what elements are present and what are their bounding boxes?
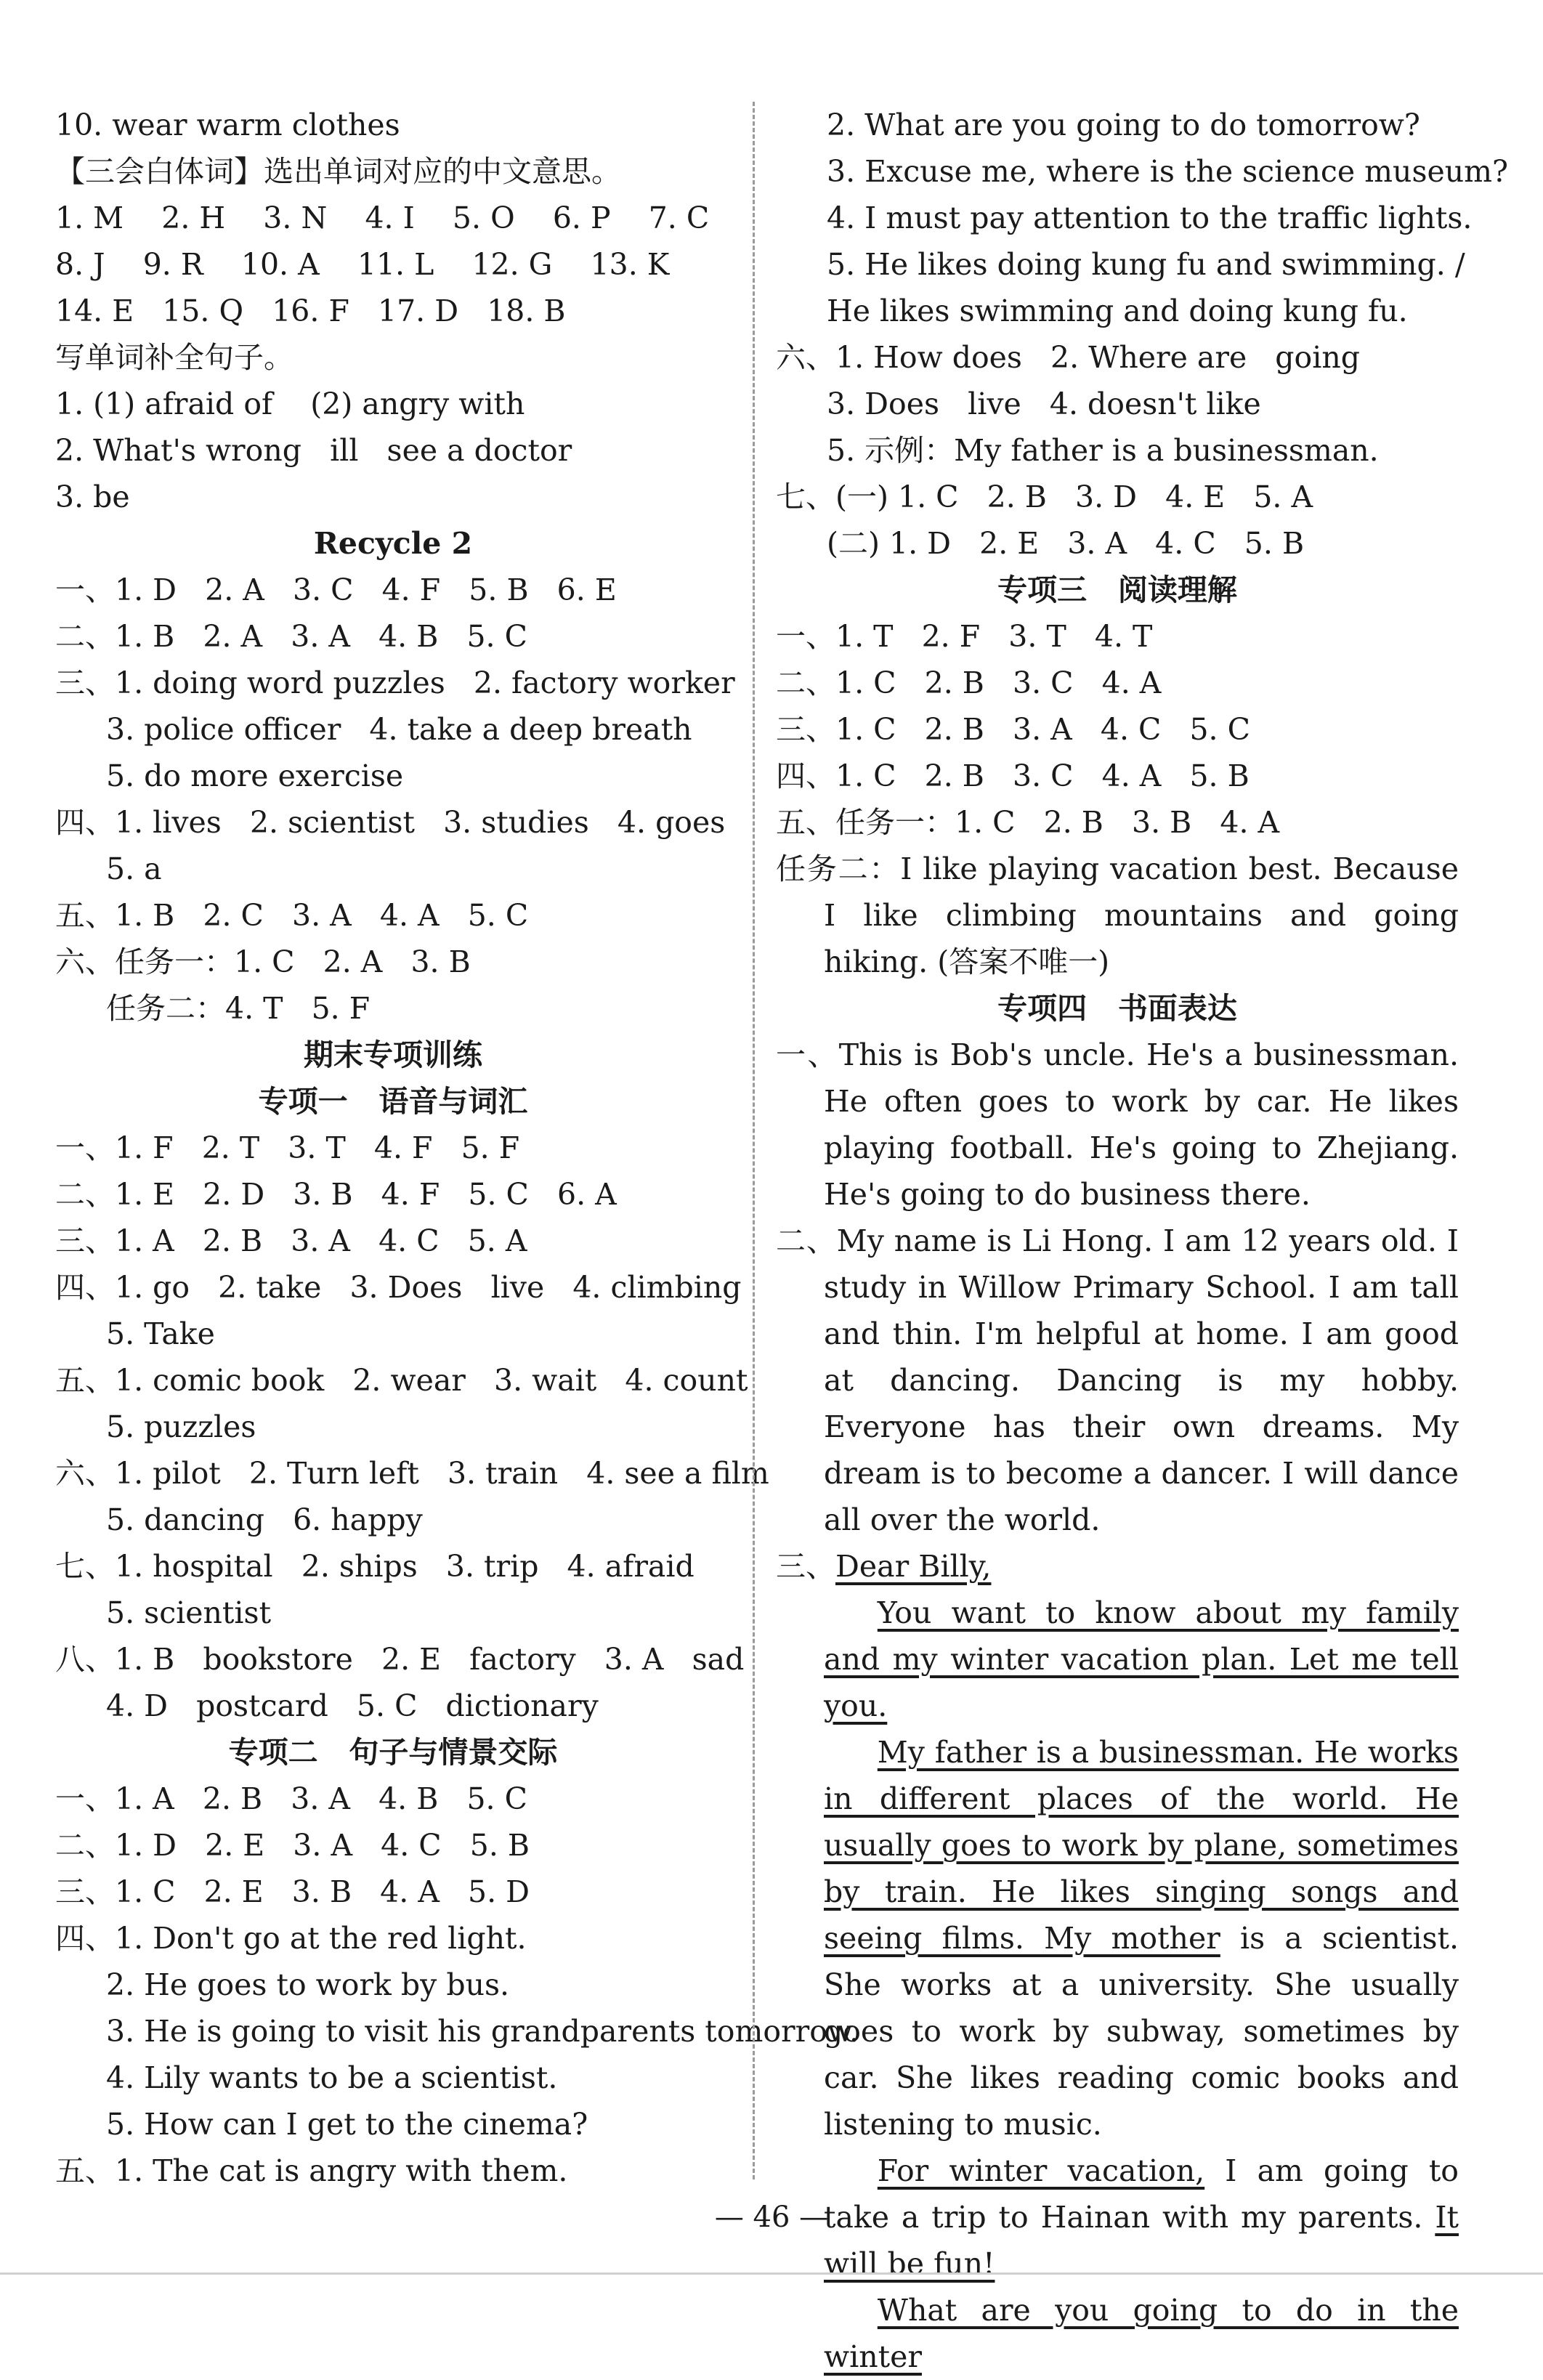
answer-line: 二、1. E 2. D 3. B 4. F 5. C 6. A [55, 1177, 617, 1212]
section-heading-writing: 专项四 书面表达 [997, 991, 1237, 1026]
answer-line: 10. wear warm clothes [55, 108, 400, 142]
answer-line: 2. What are you going to do tomorrow? [827, 108, 1420, 142]
answer-line: 3. police officer 4. take a deep breath [106, 712, 692, 747]
answer-line: He likes swimming and doing kung fu. [827, 294, 1408, 328]
answer-line: 5. He likes doing kung fu and swimming. / [827, 247, 1465, 282]
letter-p3-mid: I am going to take a trip to Hainan with my parents. [824, 2153, 1459, 2235]
answer-line: 一、1. F 2. T 3. T 4. F 5. F [55, 1130, 520, 1165]
answer-line: 三、1. doing word puzzles 2. factory worker [55, 665, 735, 700]
left-column [55, 102, 859, 2194]
answer-line: 六、1. pilot 2. Turn left 3. train 4. see a film [55, 1456, 769, 1491]
letter-p1-underlined: You want to know about my family and my winter vacation plan. Let me tell you. [824, 1595, 1459, 1723]
answer-line: 5. do more exercise [106, 758, 404, 793]
letter-paragraph-4 [776, 2287, 1459, 2380]
answer-line: 六、1. How does 2. Where are going [776, 340, 1361, 375]
answer-line: 五、1. B 2. C 3. A 4. A 5. C [55, 898, 529, 933]
answer-line: 三、1. C 2. E 3. B 4. A 5. D [55, 1874, 530, 1909]
answer-line: 五、1. comic book 2. wear 3. wait 4. count [55, 1363, 748, 1398]
section-heading: 专项二 句子与情景交际 [228, 1735, 558, 1770]
writing-answer-2: 二、My name is Li Hong. I am 12 years old. I study in Willow Primary School. I am tall and thin. I'm helpful at home. I am good at dancing. Dancing is my hobby. Everyone has their own dreams. My dream is to become a dancer. I will dance all over the world. [776, 1223, 1459, 1537]
answer-line: (二) 1. D 2. E 3. A 4. C 5. B [827, 526, 1305, 561]
letter-paragraph-2 [776, 1729, 1459, 2148]
letter-prefix: 三、 [776, 1549, 835, 1584]
answer-line: 七、1. hospital 2. ships 3. trip 4. afraid [55, 1549, 694, 1584]
answer-line: 14. E 15. Q 16. F 17. D 18. B [55, 294, 566, 328]
answer-line: 5. puzzles [106, 1409, 256, 1444]
answer-line: 五、任务一：1. C 2. B 3. B 4. A [776, 805, 1280, 840]
section-heading: 期末专项训练 [304, 1037, 482, 1072]
answer-line: 3. Excuse me, where is the science museum? [827, 154, 1509, 189]
writing-answer-1: 一、This is Bob's uncle. He's a businessman. He often goes to work by car. He likes playing football. He's going to Zhejiang. He's going to do business there. [776, 1037, 1459, 1212]
answer-line: 一、1. A 2. B 3. A 4. B 5. C [55, 1781, 527, 1816]
page-number: — 46 — [714, 2201, 829, 2234]
answer-line: 2. He goes to work by bus. [106, 1967, 510, 2002]
letter-p3-underlined-1: For winter vacation, [877, 2153, 1205, 2188]
answer-line: 【三会白体词】选出单词对应的中文意思。 [55, 154, 621, 189]
answer-line: 5. scientist [106, 1595, 272, 1630]
reading-task2-answer: 任务二：I like playing vacation best. Because I like climbing mountains and going hiking. (答案不唯一) [776, 851, 1459, 979]
answer-line: 四、1. lives 2. scientist 3. studies 4. goes [55, 805, 726, 840]
letter-p2-underlined: My father is a businessman. He works in different places of the world. He usually goes to work by plane, sometimes by train. He likes singing songs and seeing films. My mother [824, 1735, 1459, 1956]
section-heading: 专项三 阅读理解 [997, 572, 1237, 607]
answer-line: 1. M 2. H 3. N 4. I 5. O 6. P 7. C [55, 201, 710, 235]
answer-line: 5. dancing 6. happy [106, 1502, 423, 1537]
answer-line: 六、任务一：1. C 2. A 3. B [55, 944, 471, 979]
answer-line: 任务二：4. T 5. F [106, 991, 370, 1026]
answer-line: 4. I must pay attention to the traffic lights. [827, 201, 1473, 235]
answer-line: 四、1. C 2. B 3. C 4. A 5. B [776, 758, 1250, 793]
section-heading: Recycle 2 [313, 526, 473, 561]
answer-line: 2. What's wrong ill see a doctor [55, 433, 572, 468]
answer-line: 三、1. A 2. B 3. A 4. C 5. A [55, 1223, 527, 1258]
right-column [776, 102, 1509, 2380]
answer-line: 3. Does live 4. doesn't like [827, 386, 1261, 421]
answer-line: 七、(一) 1. C 2. B 3. D 4. E 5. A [776, 479, 1313, 514]
answer-line: 五、1. The cat is angry with them. [55, 2153, 568, 2188]
answer-line: 3. He is going to visit his grandparents tomorrow. [106, 2014, 859, 2049]
letter-paragraph-1 [776, 1590, 1459, 1729]
answer-line: 四、1. Don't go at the red light. [55, 1921, 527, 1956]
answer-line: 二、1. B 2. A 3. A 4. B 5. C [55, 619, 527, 654]
answer-line: 写单词补全句子。 [55, 340, 293, 375]
answer-line: 1. (1) afraid of (2) angry with [55, 386, 525, 421]
answer-line: 三、1. C 2. B 3. A 4. C 5. C [776, 712, 1250, 747]
letter-salutation: Dear Billy, [835, 1549, 992, 1584]
answer-line: 二、1. C 2. B 3. C 4. A [776, 665, 1162, 700]
answer-line: 四、1. go 2. take 3. Does live 4. climbing [55, 1270, 742, 1305]
answer-line: 一、1. D 2. A 3. C 4. F 5. B 6. E [55, 572, 617, 607]
answer-line: 5. 示例：My father is a businessman. [827, 433, 1379, 468]
letter-p4-underlined: What are you going to do in the winter [824, 2293, 1459, 2374]
answer-line: 5. Take [106, 1316, 215, 1351]
bottom-rule [0, 2272, 1543, 2275]
answer-line: 4. Lily wants to be a scientist. [106, 2060, 558, 2095]
answer-line: 8. J 9. R 10. A 11. L 12. G 13. K [55, 247, 670, 282]
answer-line: 5. How can I get to the cinema? [106, 2107, 588, 2142]
answer-line: 4. D postcard 5. C dictionary [106, 1688, 599, 1723]
answer-line: 3. be [55, 479, 130, 514]
answer-line: 一、1. T 2. F 3. T 4. T [776, 619, 1153, 654]
answer-line: 5. a [106, 851, 162, 886]
letter-p2-rest: is a scientist. She works at a university. She usually goes to work by subway, sometimes by car. She likes reading comic books and listening to music. [824, 1921, 1459, 2142]
letter-salutation-line [776, 1543, 1459, 1590]
letter-p3-underlined-2: It will be fun! [824, 2200, 1459, 2281]
answer-line: 二、1. D 2. E 3. A 4. C 5. B [55, 1828, 530, 1863]
section-heading: 专项一 语音与词汇 [258, 1084, 528, 1119]
column-divider [753, 102, 755, 2179]
answer-line: 八、1. B bookstore 2. E factory 3. A sad [55, 1642, 745, 1677]
